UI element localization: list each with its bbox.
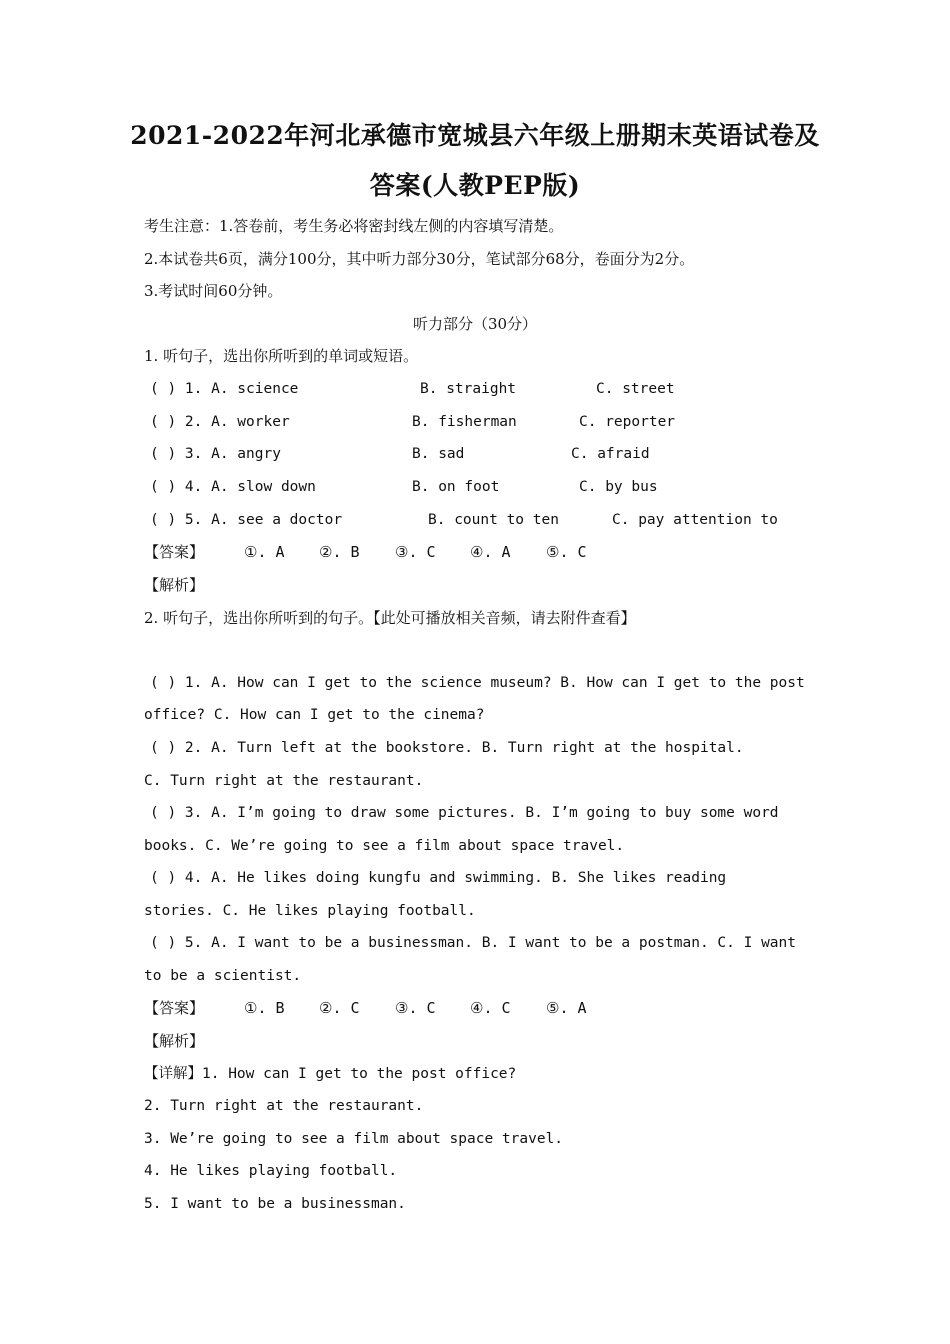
q1-item-3-option-a: ( ) 3. A. angry	[150, 446, 281, 462]
q1-item-2-option-a: ( ) 2. A. worker	[150, 414, 290, 430]
q2-detail-3: 3. We’re going to see a film about space travel.	[144, 1131, 564, 1147]
q1-analysis-label: 【解析】	[144, 576, 205, 594]
q2-line-3: ( ) 2. A. Turn left at the bookstore. B. Turn right at the hospital.	[150, 740, 744, 756]
q1-answer-2: ②. B	[319, 543, 360, 561]
q1-answer-5: ⑤. C	[546, 543, 587, 561]
q1-item-3-option-c: C. afraid	[571, 446, 650, 462]
q2-analysis-label: 【解析】	[144, 1032, 205, 1050]
q1-item-1-option-b: B. straight	[420, 381, 517, 397]
document-title-line-1: 2021-2022年河北承德市宽城县六年级上册期末英语试卷及	[130, 121, 820, 150]
notice-line-3: 3.考试时间60分钟。	[144, 282, 283, 300]
q1-item-5-option-b: B. count to ten	[428, 512, 559, 528]
q2-line-4: C. Turn right at the restaurant.	[144, 773, 424, 789]
q2-line-7: ( ) 4. A. He likes doing kungfu and swimming. B. She likes reading	[150, 870, 727, 886]
q2-line-9: ( ) 5. A. I want to be a businessman. B. I want to be a postman. C. I want	[150, 935, 797, 951]
q1-item-5-option-a: ( ) 5. A. see a doctor	[150, 512, 343, 528]
q2-detail-5: 5. I want to be a businessman.	[144, 1196, 406, 1212]
q2-line-10: to be a scientist.	[144, 968, 302, 984]
q2-answer-3: ③. C	[395, 999, 436, 1017]
document-title-line-2: 答案(人教PEP版)	[369, 171, 581, 200]
q1-item-1-option-c: C. street	[596, 381, 675, 397]
q2-line-1: ( ) 1. A. How can I get to the science museum? B. How can I get to the post	[150, 675, 805, 691]
q1-answer-4: ④. A	[470, 543, 511, 561]
q2-answer-label: 【答案】	[144, 999, 205, 1017]
q1-answer-3: ③. C	[395, 543, 436, 561]
q2-answer-5: ⑤. A	[546, 999, 587, 1017]
q1-item-3-option-b: B. sad	[412, 446, 465, 462]
q1-item-4-option-c: C. by bus	[579, 479, 658, 495]
q2-line-5: ( ) 3. A. I’m going to draw some pictures. B. I’m going to buy some word	[150, 805, 779, 821]
section-heading: 听力部分（30分）	[412, 315, 538, 333]
q1-item-2-option-c: C. reporter	[579, 414, 676, 430]
q1-answer-1: ①. A	[244, 543, 285, 561]
notice-line-2: 2.本试卷共6页，满分100分，其中听力部分30分，笔试部分68分，卷面分为2分。	[144, 250, 695, 268]
notice-line-1: 考生注意：1.答卷前，考生务必将密封线左侧的内容填写清楚。	[144, 217, 564, 235]
q1-prompt: 1. 听句子，选出你所听到的单词或短语。	[144, 347, 419, 365]
q2-line-2: office? C. How can I get to the cinema?	[144, 707, 485, 723]
q1-item-4-option-a: ( ) 4. A. slow down	[150, 479, 316, 495]
q1-answer-label: 【答案】	[144, 543, 205, 561]
q2-answer-2: ②. C	[319, 999, 360, 1017]
q1-item-1-option-a: ( ) 1. A. science	[150, 381, 299, 397]
q2-detail-4: 4. He likes playing football.	[144, 1163, 398, 1179]
q2-line-8: stories. C. He likes playing football.	[144, 903, 476, 919]
q2-line-6: books. C. We’re going to see a film about space travel.	[144, 838, 625, 854]
q1-item-2-option-b: B. fisherman	[412, 414, 517, 430]
q2-detail-1: 【详解】1. How can I get to the post office?	[144, 1066, 517, 1082]
q2-answer-4: ④. C	[470, 999, 511, 1017]
q1-item-5-option-c: C. pay attention to	[612, 512, 778, 528]
q1-item-4-option-b: B. on foot	[412, 479, 500, 495]
q2-answer-1: ①. B	[244, 999, 285, 1017]
q2-prompt: 2. 听句子，选出你所听到的句子。【此处可播放相关音频，请去附件查看】	[144, 609, 636, 627]
q2-detail-2: 2. Turn right at the restaurant.	[144, 1098, 424, 1114]
